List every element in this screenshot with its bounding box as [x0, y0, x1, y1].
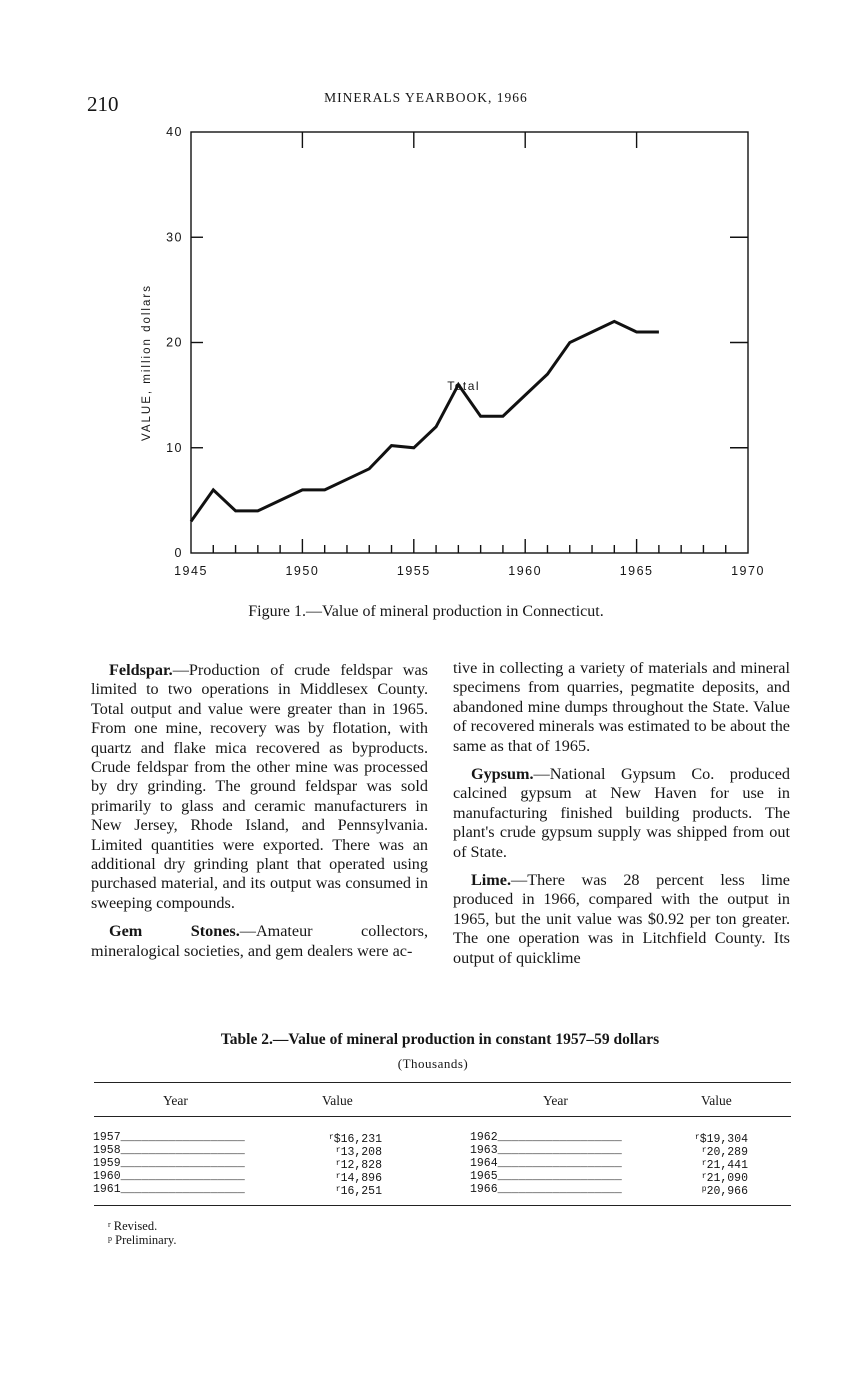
leader-dots: __________________: [120, 1131, 245, 1144]
value-text: $19,304: [699, 1133, 748, 1146]
text-column-right: [453, 659, 790, 977]
value-text: 20,966: [706, 1185, 748, 1198]
year-text: 1958: [93, 1144, 121, 1157]
year-text: 1957: [93, 1131, 121, 1144]
revision-mark: r: [335, 1146, 341, 1155]
heading-gypsum: Gypsum.: [471, 765, 534, 784]
leader-dots: __________________: [120, 1183, 245, 1196]
year-text: 1964: [470, 1157, 498, 1170]
heading-gem-stones: Gem Stones.: [109, 922, 240, 941]
revision-mark: r: [701, 1159, 707, 1168]
y-tick-label: 0: [174, 546, 183, 560]
revision-mark: r: [335, 1159, 341, 1168]
leader-dots: __________________: [497, 1170, 622, 1183]
table-header-year-right: Year: [543, 1093, 568, 1108]
y-tick-label: 30: [166, 230, 183, 245]
table-header-year-left: Year: [163, 1093, 188, 1108]
table-row-year: [470, 1144, 622, 1157]
table-row-year: [470, 1131, 622, 1144]
text-column-left: [91, 661, 428, 970]
leader-dots: __________________: [120, 1157, 245, 1170]
x-tick-label: 1960: [508, 564, 543, 578]
table-row-year: [470, 1157, 622, 1170]
paragraph-gem-stones-continued: tive in collecting a variety of materials and mineral specimens from quarries, pegmatite deposits, and abandoned mine dumps throughout the State. Value of recovered minerals was estimated to be about the same as that of 1965.: [453, 659, 790, 755]
x-tick-label: 1955: [396, 564, 431, 578]
page-number: 210: [87, 92, 119, 116]
value-text: 20,289: [706, 1146, 748, 1159]
table-header-value-right: Value: [701, 1093, 732, 1108]
x-tick-label: 1945: [174, 564, 208, 578]
y-tick-label: 20: [166, 335, 183, 350]
paragraph-gypsum: [453, 765, 790, 862]
leader-dots: __________________: [120, 1170, 245, 1183]
table-row-year: [470, 1170, 622, 1183]
value-text: 12,828: [340, 1159, 382, 1172]
table-row-year: [470, 1183, 622, 1196]
footnote-revised-text: Revised.: [113, 1219, 158, 1233]
paragraph-lime: [453, 871, 790, 968]
body-feldspar: —Production of crude feldspar was limited to two operations in Middlesex County. Total output and value were greater than in 1965. From one mine, recovery was by flotation, with quartz and flake mica recovered as byproducts. Crude feldspar from the other mine was processed by dry grinding. The ground feldspar was sold primarily to glass and ceramic manufacturers in New Jersey, Rhode Island, and Pennsylvania. Limited quantities were exported. There was an additional dry grinding plant that operated using purchased material, and its output was consumed in sweeping compounds.: [91, 661, 428, 912]
footnote-preliminary-text: Preliminary.: [115, 1233, 177, 1247]
footnote-mark-r: r: [108, 1220, 111, 1229]
heading-feldspar: Feldspar.: [109, 661, 173, 679]
table-row-value: [658, 1183, 748, 1198]
footnote-mark-p: p: [108, 1234, 112, 1243]
year-text: 1965: [470, 1170, 498, 1183]
table-row-value: [292, 1183, 382, 1198]
table-top-rule: [94, 1082, 791, 1083]
chart-axes: [191, 132, 748, 553]
year-text: 1961: [93, 1183, 121, 1196]
plot-frame: [191, 132, 748, 553]
table-row-year: [93, 1144, 245, 1157]
revision-mark: r: [335, 1185, 341, 1194]
year-text: 1960: [93, 1170, 121, 1183]
table-row-year: [93, 1183, 245, 1196]
table-header-value-left: Value: [322, 1093, 353, 1108]
y-tick-label: 10: [166, 440, 183, 455]
table-title: Table 2.—Value of mineral production in constant 1957–59 dollars: [220, 1031, 660, 1048]
leader-dots: __________________: [497, 1183, 622, 1196]
year-text: 1962: [470, 1131, 498, 1144]
table-header-rule: [94, 1116, 791, 1117]
value-text: 13,208: [340, 1146, 382, 1159]
x-tick-label: 1970: [731, 564, 765, 578]
value-text: $16,231: [333, 1133, 382, 1146]
revision-mark: r: [328, 1133, 334, 1142]
series-line-total: [191, 321, 659, 521]
table-bottom-rule: [94, 1205, 791, 1206]
line-chart: [0, 110, 852, 600]
year-text: 1966: [470, 1183, 498, 1196]
body-gypsum: —National Gypsum Co. produced calcined gypsum at New Haven for use in manufacturing finished building products. The plant's crude gypsum supply was shipped from out of State.: [453, 765, 790, 861]
revision-mark: r: [701, 1146, 707, 1155]
value-text: 14,896: [340, 1172, 382, 1185]
footnote-revised: [108, 1219, 157, 1234]
heading-lime: Lime.: [471, 871, 512, 890]
paragraph-gem-stones: [91, 922, 428, 961]
year-text: 1959: [93, 1157, 121, 1170]
body-gem-stones: —Amateur collectors, mineralogical societies, and gem dealers were ac-: [91, 922, 429, 960]
x-tick-label: 1950: [285, 564, 320, 578]
footnote-preliminary: [108, 1233, 176, 1248]
leader-dots: __________________: [497, 1131, 622, 1144]
chart-series: [191, 321, 659, 521]
leader-dots: __________________: [497, 1144, 622, 1157]
revision-mark: r: [694, 1133, 700, 1142]
body-lime: —There was 28 percent less lime produced in 1966, compared with the output in 1965, but the unit value was $0.92 per ton greater. The one operation was in Litchfield County. Its output of quicklime: [453, 871, 790, 967]
leader-dots: __________________: [497, 1157, 622, 1170]
table-unit: (Thousands): [397, 1056, 469, 1071]
table-row-year: [93, 1157, 245, 1170]
table-row-year: [93, 1131, 245, 1144]
chart-ticks: [191, 132, 748, 553]
table-row-year: [93, 1170, 245, 1183]
figure-caption: Figure 1.—Value of mineral production in Connecticut.: [248, 603, 604, 620]
year-text: 1963: [470, 1144, 498, 1157]
value-text: 21,441: [706, 1159, 748, 1172]
value-text: 16,251: [340, 1185, 382, 1198]
running-header: MINERALS YEARBOOK, 1966: [324, 90, 528, 105]
leader-dots: __________________: [120, 1144, 245, 1157]
paragraph-feldspar: [91, 661, 428, 913]
x-tick-label: 1965: [619, 564, 654, 578]
revision-mark: p: [701, 1185, 707, 1194]
series-annotation-total: Total: [447, 378, 481, 393]
y-axis-title: VALUE, million dollars: [141, 284, 153, 441]
value-text: 21,090: [706, 1172, 748, 1185]
revision-mark: r: [335, 1172, 341, 1181]
revision-mark: r: [701, 1172, 707, 1181]
y-tick-label: 40: [166, 125, 183, 139]
